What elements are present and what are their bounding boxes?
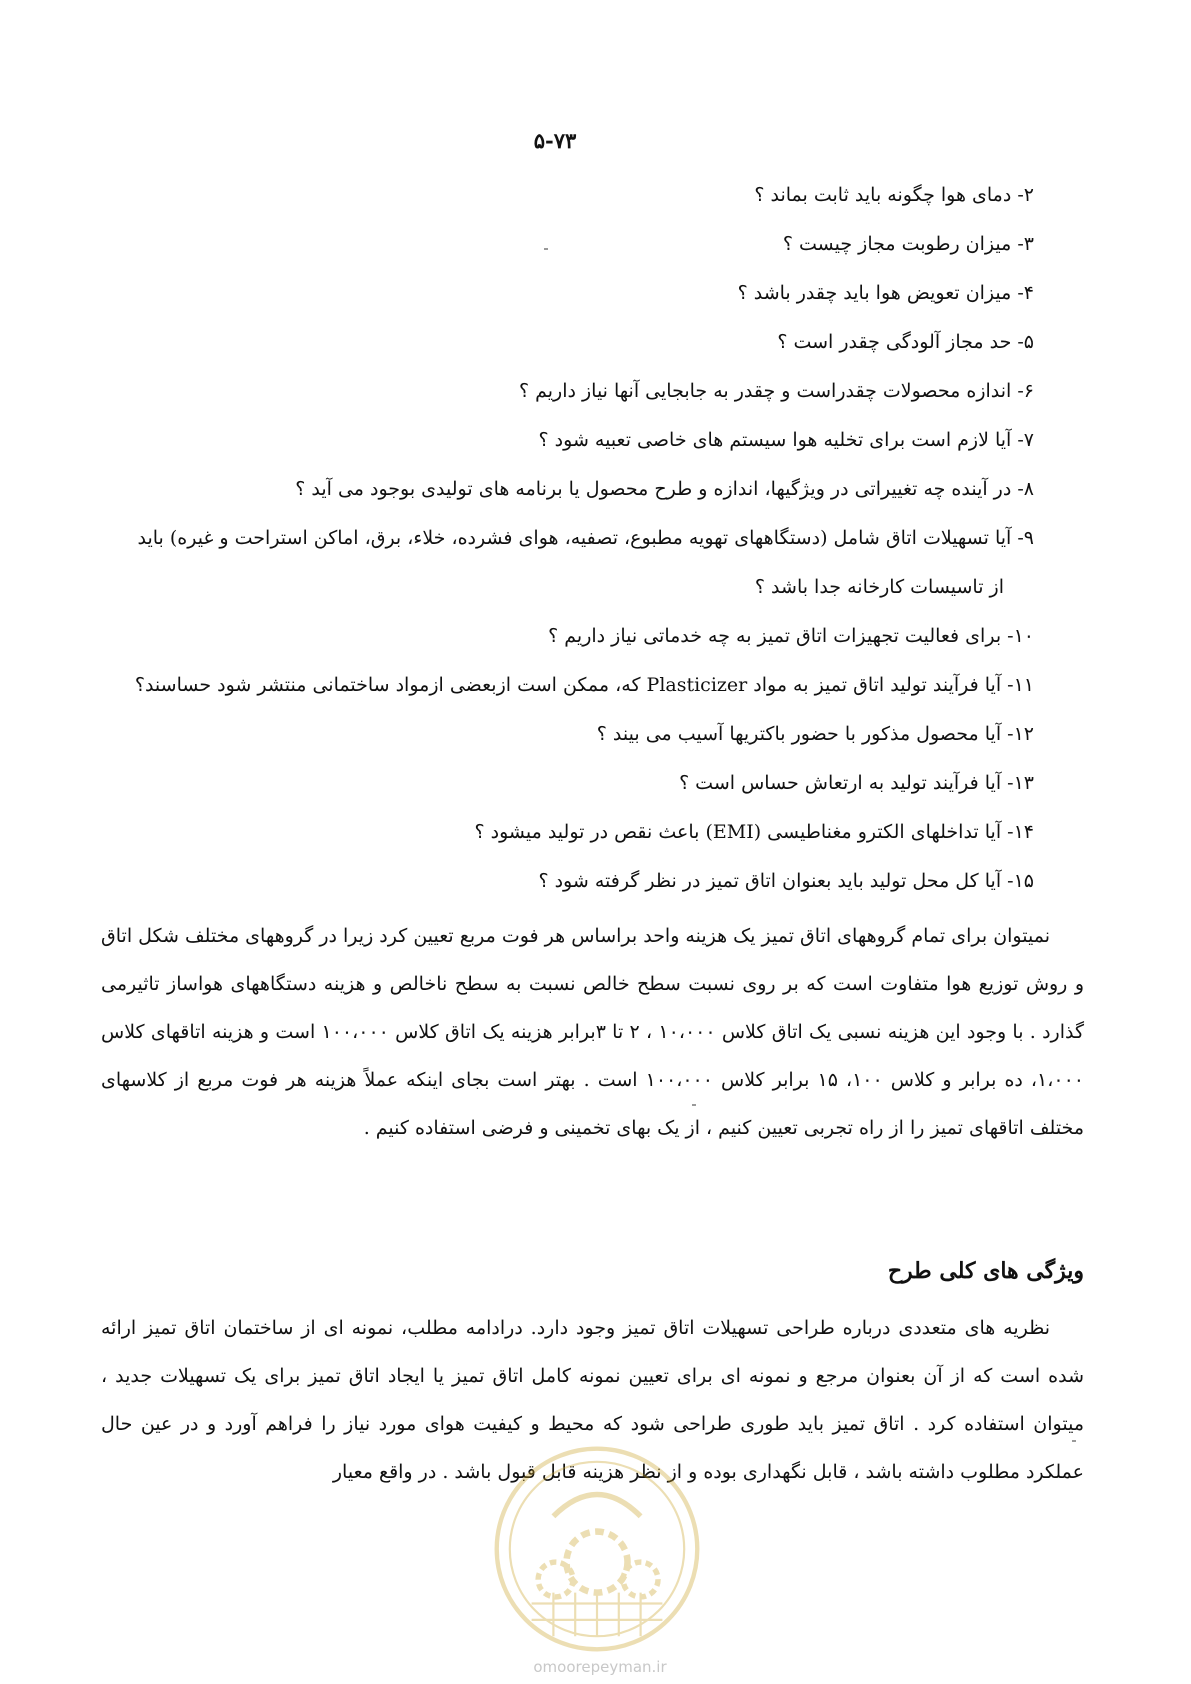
watermark-site-label: omoorepeyman.ir (533, 1658, 667, 1676)
scan-speck (544, 248, 548, 250)
question-item: ۷- آیا لازم است برای تخلیه هوا سیستم های خاصی تعبیه شود ؟ (538, 429, 1034, 451)
question-item: ۱۵- آیا کل محل تولید باید بعنوان اتاق تمیز در نظر گرفته شود ؟ (538, 870, 1034, 892)
question-item: ۱۴- آیا تداخلهای الکترو مغناطیسی (EMI) باعث نقص در تولید میشود ؟ (474, 821, 1034, 843)
question-item-continuation (99, 572, 1034, 602)
question-item: ۱۰- برای فعالیت تجهیزات اتاق تمیز به چه خدماتی نیاز داریم ؟ (548, 625, 1034, 647)
question-list (99, 180, 1034, 915)
question-item: ۵- حد مجاز آلودگی چقدر است ؟ (777, 331, 1034, 353)
scan-speck (692, 1104, 696, 1106)
question-item: ۲- دمای هوا چگونه باید ثابت بماند ؟ (754, 184, 1034, 206)
section-heading: ویژگی های کلی طرح (887, 1258, 1084, 1284)
question-item: ۱۱- آیا فرآیند تولید اتاق تمیز به مواد Plasticizer که، ممکن است ازبعضی ازمواد ساختمانی منتشر شود حساسند؟ (134, 674, 1034, 696)
question-item: ۴- میزان تعویض هوا باید چقدر باشد ؟ (737, 282, 1034, 304)
page-number: ۵-۷۳ (533, 128, 577, 153)
question-item: ۳- میزان رطوبت مجاز چیست ؟ (782, 233, 1034, 255)
question-line: ۹- آیا تسهیلات اتاق شامل (دستگاههای تهویه مطبوع، تصفیه، هوای فشرده، خلاء، برق، اماکن استراحت و غیره) باید (137, 527, 1034, 549)
question-line: از تاسیسات کارخانه جدا باشد ؟ (754, 576, 1004, 598)
question-item (99, 523, 1034, 553)
question-item: ۸- در آینده چه تغییراتی در ویژگیها، اندازه و طرح محصول یا برنامه های تولیدی بوجود می آید ؟ (295, 478, 1034, 500)
scan-speck (1072, 1440, 1076, 1442)
body-paragraph-design: نظریه های متعددی درباره طراحی تسهیلات اتاق تمیز وجود دارد. درادامه مطلب، نمونه ای از ساختمان اتاق تمیز ارائه شده است که از آن بعنوان مرجع و نمونه ای برای تعیین نمونه کامل اتاق تمیز یا ایجاد اتاق تمیز برای یک تسهیلات جدید ، میتوان استفاده کرد . اتاق تمیز باید طوری طراحی شود که محیط و کیفیت هوای مورد نیاز را فراهم آورد و در عین حال عملکرد مطلوب داشته باشد ، قابل نگهداری بوده و از نظر هزینه قابل قبول باشد . در واقع معیار (101, 1317, 1084, 1483)
body-paragraph-cost: نمیتوان برای تمام گروههای اتاق تمیز یک هزینه واحد براساس هر فوت مربع تعیین کرد زیرا در گروههای مختلف شکل اتاق و روش توزیع هوا متفاوت است که بر روی نسبت سطح خالص نسبت به سطح ناخالص و هزینه دستگاههای هواساز تاثیرمی گذارد . با وجود این هزینه نسبی یک اتاق کلاس ۱۰،۰۰۰ ، ۲ تا ۳برابر هزینه یک اتاق کلاس ۱۰۰،۰۰۰ است و هزینه اتاقهای کلاس ۱،۰۰۰، ده برابر و کلاس ۱۰۰، ۱۵ برابر کلاس ۱۰۰،۰۰۰ است . بهتر است بجای اینکه عملاً هزینه هر فوت مربع از کلاسهای مختلف اتاقهای تمیز را از راه تجربی تعیین کنیم ، از یک بهای تخمینی و فرضی استفاده کنیم . (101, 925, 1084, 1139)
question-item: ۱۲- آیا محصول مذکور با حضور باکتریها آسیب می بیند ؟ (596, 723, 1034, 745)
question-item: ۱۳- آیا فرآیند تولید به ارتعاش حساس است ؟ (679, 772, 1034, 794)
question-item: ۶- اندازه محصولات چقدراست و چقدر به جابجایی آنها نیاز داریم ؟ (518, 380, 1034, 402)
